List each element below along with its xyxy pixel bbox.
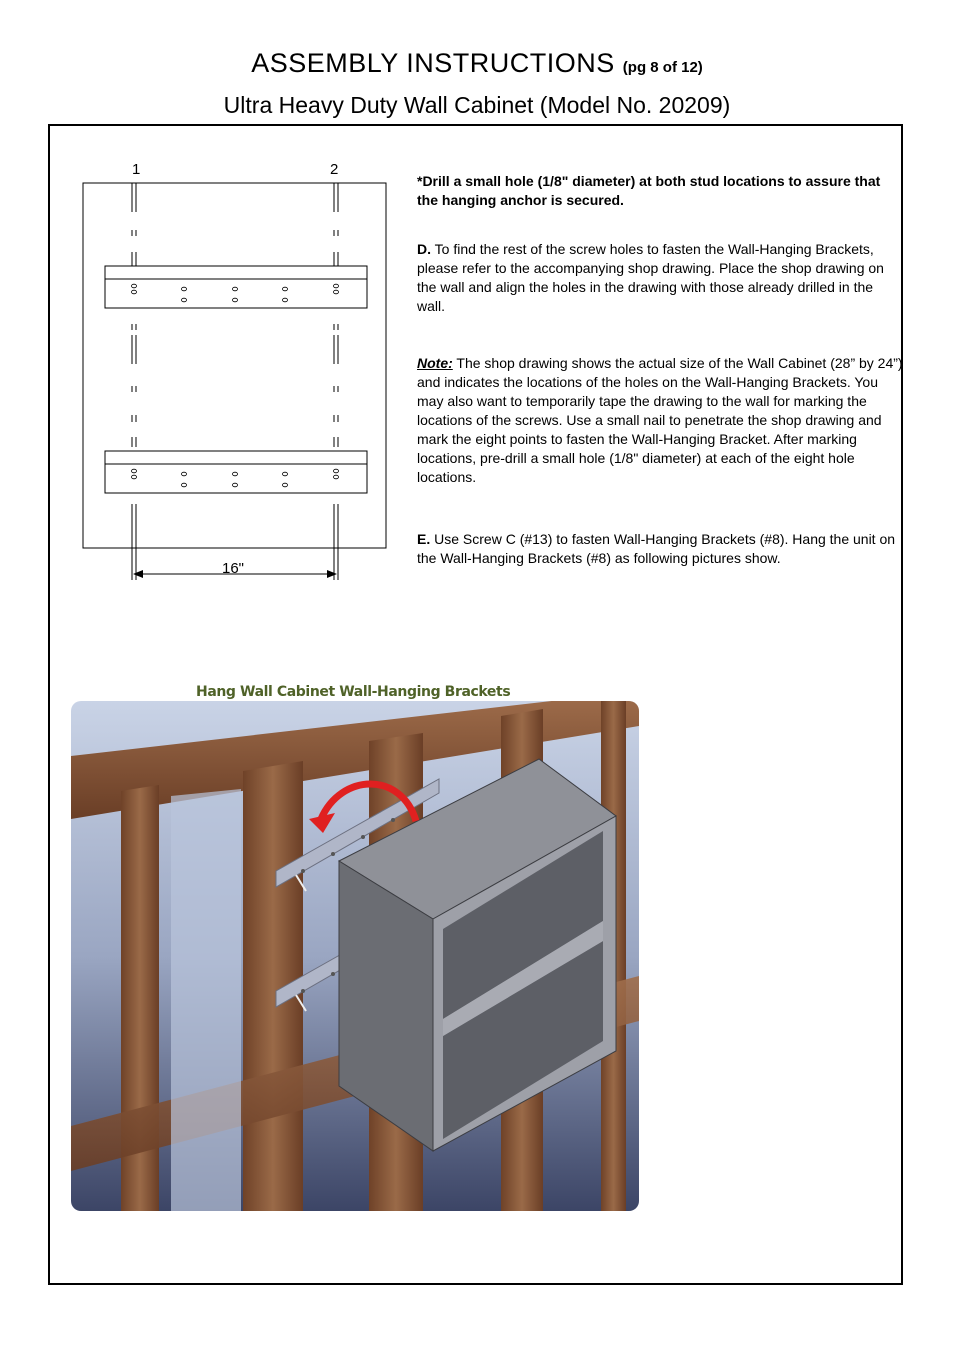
drill-warning: *Drill a small hole (1/8" diameter) at both stud locations to assure that the hanging anchor is secured. (417, 173, 881, 208)
step-d-text: To find the rest of the screw holes to fasten the Wall-Hanging Brackets, please refer to the accompanying shop drawing. Place the shop drawing on the wall and align the holes in the drawing with those already drilled in the wall. (417, 241, 884, 314)
instructions-text (417, 172, 903, 568)
step-e (417, 530, 903, 568)
page-subtitle: Ultra Heavy Duty Wall Cabinet (Model No. 20209) (223, 92, 731, 118)
note-text: The shop drawing shows the actual size of the Wall Cabinet (28” by 24”) and indicates the locations of the holes on the Wall-Hanging Brackets. You may also want to temporarily tape the drawing to the wall for marking the locations of the screws. Use a small nail to penetrate the shop drawing and mark the eight points to fasten the Wall-Hanging Bracket. After marking locations, pre-drill a small hole (1/8" diameter) at each of the eight hole locations. (417, 355, 903, 485)
illustration-caption: Hang Wall Cabinet Wall-Hanging Brackets (196, 684, 511, 700)
dimension-label: 16" (222, 560, 245, 577)
stud-label-2: 2 (330, 161, 339, 178)
stud-line-1 (132, 183, 136, 580)
step-d (417, 240, 903, 316)
step-e-text: Use Screw C (#13) to fasten Wall-Hanging Brackets (#8). Hang the unit on the Wall-Hanging Brackets (#8) as following pictures show. (417, 531, 896, 566)
note-label: Note: (417, 355, 453, 371)
stud-line-2 (334, 183, 338, 580)
lower-bracket (105, 451, 367, 493)
title-text: ASSEMBLY INSTRUCTIONS (251, 48, 615, 78)
page-title (0, 48, 954, 79)
hanging-cabinet-illustration (71, 701, 639, 1211)
stud-label-1: 1 (132, 161, 141, 178)
step-d-label: D. (417, 241, 431, 257)
upper-bracket (105, 266, 367, 308)
step-e-label: E. (417, 531, 431, 547)
page-number: (pg 8 of 12) (622, 59, 703, 76)
note (417, 354, 903, 487)
stud-layout-diagram (78, 152, 398, 587)
